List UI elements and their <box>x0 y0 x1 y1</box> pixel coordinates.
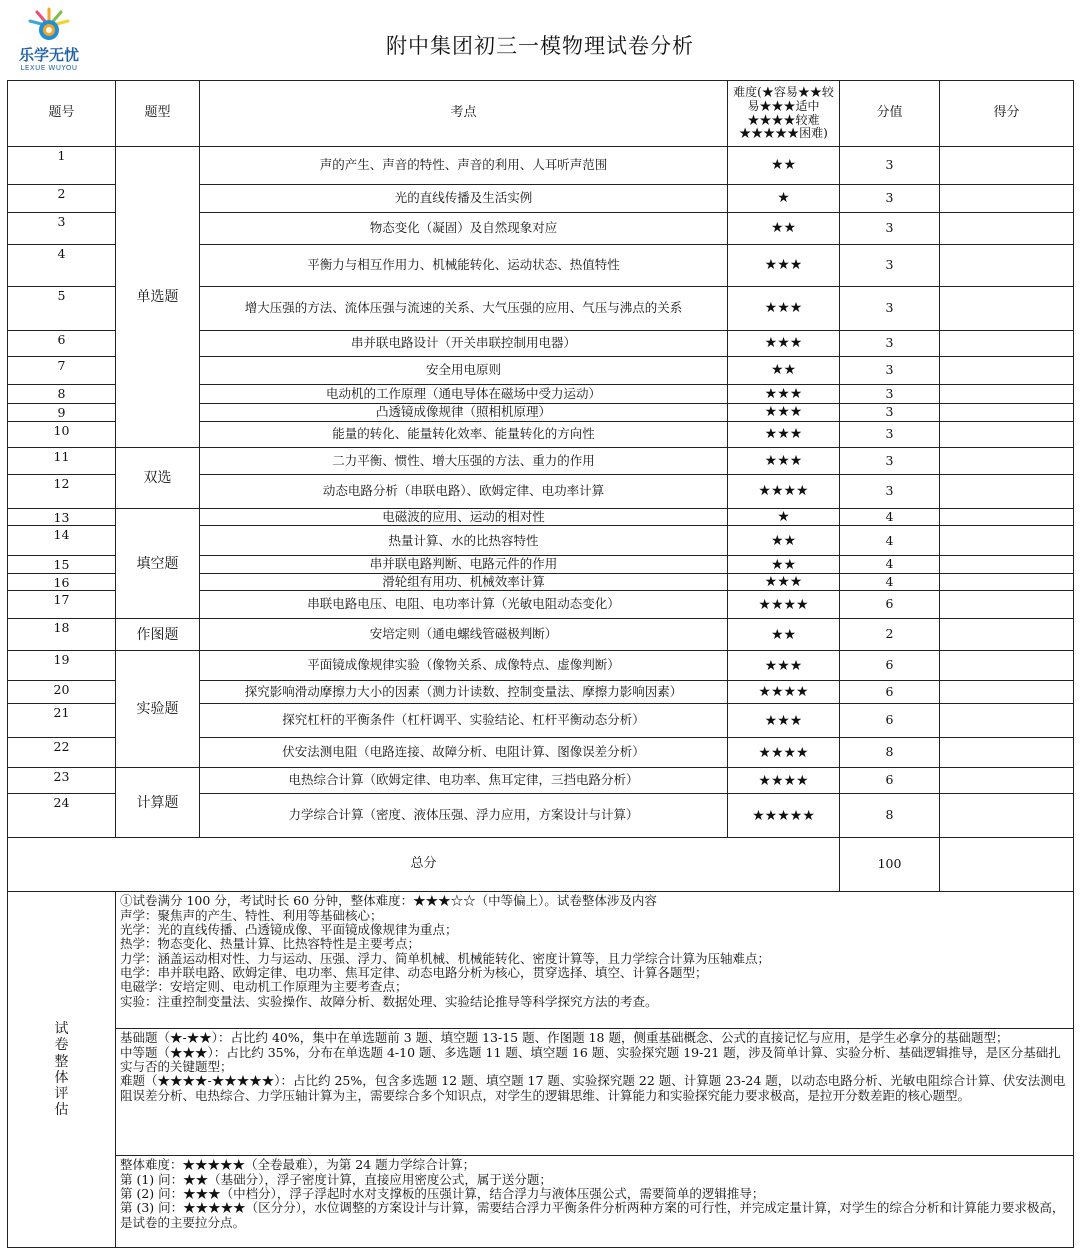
difficulty-stars: ★★★ <box>728 385 840 404</box>
question-number: 6 <box>8 331 116 357</box>
earned-score <box>940 185 1074 213</box>
question-number: 11 <box>8 448 116 475</box>
table-row <box>8 448 1074 475</box>
table-row <box>8 509 1074 526</box>
question-number: 1 <box>8 147 116 185</box>
evaluation-row <box>8 892 1074 1029</box>
question-number: 5 <box>8 287 116 331</box>
earned-score <box>940 738 1074 768</box>
question-number: 8 <box>8 385 116 404</box>
total-score: 100 <box>840 838 940 892</box>
score-value: 3 <box>840 147 940 185</box>
score-value: 8 <box>840 794 940 838</box>
knowledge-point: 安全用电原则 <box>200 357 728 385</box>
difficulty-stars: ★★★★ <box>728 591 840 619</box>
question-number: 15 <box>8 556 116 573</box>
earned-score <box>940 768 1074 794</box>
earned-score <box>940 556 1074 573</box>
question-number: 16 <box>8 573 116 590</box>
difficulty-stars: ★ <box>728 185 840 213</box>
question-number: 13 <box>8 509 116 526</box>
difficulty-stars: ★ <box>728 509 840 526</box>
question-number: 18 <box>8 619 116 651</box>
header-difficulty: 难度(★容易★★较易★★★适中★★★★较难★★★★★困难) <box>728 81 840 147</box>
header-row <box>8 81 1074 147</box>
knowledge-point: 声的产生、声音的特性、声音的利用、人耳听声范围 <box>200 147 728 185</box>
earned-score <box>940 475 1074 509</box>
question-number: 9 <box>8 404 116 422</box>
header-point: 考点 <box>200 81 728 147</box>
difficulty-stars: ★★ <box>728 147 840 185</box>
knowledge-point: 力学综合计算（密度、液体压强、浮力应用，方案设计与计算） <box>200 794 728 838</box>
question-type: 双选 <box>116 448 200 509</box>
difficulty-stars: ★★★★ <box>728 768 840 794</box>
total-label: 总分 <box>8 838 840 892</box>
difficulty-stars: ★★★ <box>728 704 840 738</box>
score-value: 4 <box>840 573 940 590</box>
earned-score <box>940 385 1074 404</box>
score-value: 6 <box>840 651 940 681</box>
question-type: 计算题 <box>116 768 200 838</box>
score-value: 3 <box>840 245 940 287</box>
table-row <box>8 619 1074 651</box>
question-number: 10 <box>8 422 116 448</box>
exam-analysis-table <box>7 80 1074 1248</box>
question-number: 12 <box>8 475 116 509</box>
earned-score <box>940 422 1074 448</box>
score-value: 3 <box>840 213 940 245</box>
question-number: 23 <box>8 768 116 794</box>
evaluation-row <box>8 1029 1074 1156</box>
knowledge-point: 探究杠杆的平衡条件（杠杆调平、实验结论、杠杆平衡动态分析） <box>200 704 728 738</box>
knowledge-point: 电动机的工作原理（通电导体在磁场中受力运动） <box>200 385 728 404</box>
difficulty-stars: ★★★ <box>728 651 840 681</box>
knowledge-point: 电热综合计算（欧姆定律、电功率、焦耳定律，三挡电路分析） <box>200 768 728 794</box>
score-value: 3 <box>840 287 940 331</box>
score-value: 3 <box>840 385 940 404</box>
earned-score <box>940 287 1074 331</box>
knowledge-point: 串联电路电压、电阻、电功率计算（光敏电阻动态变化） <box>200 591 728 619</box>
score-value: 3 <box>840 422 940 448</box>
earned-score <box>940 357 1074 385</box>
difficulty-stars: ★★★ <box>728 331 840 357</box>
table-row <box>8 651 1074 681</box>
evaluation-text <box>116 1156 1074 1248</box>
question-type: 填空题 <box>116 509 200 619</box>
difficulty-stars: ★★ <box>728 357 840 385</box>
question-type: 作图题 <box>116 619 200 651</box>
knowledge-point: 平衡力与相互作用力、机械能转化、运动状态、热值特性 <box>200 245 728 287</box>
difficulty-stars: ★★★ <box>728 245 840 287</box>
earned-score <box>940 794 1074 838</box>
difficulty-stars: ★★ <box>728 526 840 556</box>
score-value: 4 <box>840 509 940 526</box>
question-number: 4 <box>8 245 116 287</box>
question-number: 24 <box>8 794 116 838</box>
knowledge-point: 光的直线传播及生活实例 <box>200 185 728 213</box>
evaluation-label: 试 卷 整 体 评 估 <box>8 892 116 1248</box>
earned-score <box>940 704 1074 738</box>
score-value: 3 <box>840 331 940 357</box>
evaluation-text <box>116 1029 1074 1156</box>
earned-score <box>940 681 1074 704</box>
question-number: 22 <box>8 738 116 768</box>
score-value: 3 <box>840 475 940 509</box>
knowledge-point: 热量计算、水的比热容特性 <box>200 526 728 556</box>
question-number: 21 <box>8 704 116 738</box>
question-number: 17 <box>8 591 116 619</box>
earned-score <box>940 526 1074 556</box>
evaluation-line: 声学：聚焦声的产生、特性、利用等基础核心； <box>120 907 383 923</box>
knowledge-point: 增大压强的方法、流体压强与流速的关系、大气压强的应用、气压与沸点的关系 <box>200 287 728 331</box>
question-number: 14 <box>8 526 116 556</box>
difficulty-stars: ★★★ <box>728 573 840 590</box>
evaluation-line: 力学：涵盖运动相对性、力与运动、压强、浮力、简单机械、机械能转化、密度计算等，且力学综合计算为压轴难点； <box>120 950 771 966</box>
knowledge-point: 串并联电路判断、电路元件的作用 <box>200 556 728 573</box>
evaluation-line: 电磁学：安培定则、电动机工作原理为主要考查点； <box>120 979 408 995</box>
earned-score <box>940 331 1074 357</box>
question-number: 20 <box>8 681 116 704</box>
knowledge-point: 滑轮组有用功、机械效率计算 <box>200 573 728 590</box>
score-value: 3 <box>840 448 940 475</box>
difficulty-stars: ★★★ <box>728 448 840 475</box>
score-value: 6 <box>840 681 940 704</box>
score-value: 6 <box>840 704 940 738</box>
evaluation-line: 实验：注重控制变量法、实验操作、故障分析、数据处理、实验结论推导等科学探究方法的考查。 <box>120 993 658 1009</box>
score-value: 4 <box>840 556 940 573</box>
evaluation-line: 难题（★★★★-★★★★★）：占比约 25%，包含多选题 12 题、填空题 17 题、实验探究题 22 题、计算题 23-24 题，以动态电路分析、光敏电阻综合计算、伏安法测电阻误差分析、电热综合、力学压轴计算为主，需要综合多个知识点，对学生的逻辑思维、计算能力和实验探究能力要求极高，是拉开分数差距的核心题型。 <box>120 1073 1066 1103</box>
page-title: 附中集团初三一模物理试卷分析 <box>386 34 694 58</box>
question-type: 单选题 <box>116 147 200 448</box>
knowledge-point: 能量的转化、能量转化效率、能量转化的方向性 <box>200 422 728 448</box>
score-value: 8 <box>840 738 940 768</box>
earned-score <box>940 213 1074 245</box>
earned-score <box>940 573 1074 590</box>
earned-score <box>940 509 1074 526</box>
evaluation-row <box>8 1156 1074 1248</box>
header-got: 得分 <box>940 81 1074 147</box>
earned-score <box>940 619 1074 651</box>
knowledge-point: 安培定则（通电螺线管磁极判断） <box>200 619 728 651</box>
earned-score <box>940 147 1074 185</box>
logo-subtext: LEXUE WUYOU <box>20 64 78 72</box>
table-row <box>8 147 1074 185</box>
score-value: 3 <box>840 185 940 213</box>
question-number: 3 <box>8 213 116 245</box>
knowledge-point: 伏安法测电阻（电路连接、故障分析、电阻计算、图像误差分析） <box>200 738 728 768</box>
evaluation-line: 热学：物态变化、热量计算、比热容特性是主要考点； <box>120 936 421 952</box>
score-value: 4 <box>840 526 940 556</box>
earned-score <box>940 404 1074 422</box>
knowledge-point: 物态变化（凝固）及自然现象对应 <box>200 213 728 245</box>
difficulty-stars: ★★★★ <box>728 475 840 509</box>
evaluation-line: 第 (1) 问：★★（基础分），浮子密度计算，直接应用密度公式，属于送分题； <box>120 1171 552 1187</box>
evaluation-line: ①试卷满分 100 分，考试时长 60 分钟，整体难度：★★★☆☆（中等偏上）。试卷整体涉及内容 <box>120 893 657 909</box>
earned-score <box>940 591 1074 619</box>
score-value: 3 <box>840 404 940 422</box>
evaluation-line: 光学：光的直线传播、凸透镜成像、平面镜成像规律为重点； <box>120 921 458 937</box>
question-type: 实验题 <box>116 651 200 768</box>
evaluation-text <box>116 892 1074 1029</box>
evaluation-line: 整体难度：★★★★★（全卷最难），为第 24 题力学综合计算； <box>120 1157 476 1173</box>
knowledge-point: 探究影响滑动摩擦力大小的因素（测力计读数、控制变量法、摩擦力影响因素） <box>200 681 728 704</box>
earned-score <box>940 448 1074 475</box>
difficulty-stars: ★★ <box>728 619 840 651</box>
question-number: 19 <box>8 651 116 681</box>
evaluation-line: 中等题（★★★）：占比约 35%，分布在单选题 4-10 题、多选题 11 题、填空题 16 题、实验探究题 19-21 题，涉及简单计算、实验分析、基础逻辑推导，是区分基础扎实与否的关键题型； <box>120 1044 1061 1074</box>
header-type: 题型 <box>116 81 200 147</box>
difficulty-stars: ★★★★★ <box>728 794 840 838</box>
difficulty-stars: ★★ <box>728 556 840 573</box>
evaluation-line: 基础题（★-★★）：占比约 40%，集中在单选题前 3 题、填空题 13-15 题、作图题 18 题，侧重基础概念、公式的直接记忆与应用，是学生必拿分的基础题型； <box>120 1030 1009 1046</box>
question-number: 7 <box>8 357 116 385</box>
score-value: 2 <box>840 619 940 651</box>
knowledge-point: 动态电路分析（串联电路）、欧姆定律、电功率计算 <box>200 475 728 509</box>
total-row <box>8 838 1074 892</box>
evaluation-line: 第 (3) 问：★★★★★（区分分），水位调整的方案设计与计算，需要结合浮力平衡条件分析两种方案的可行性，并完成定量计算，对学生的综合分析和计算能力要求极高，是试卷的主要拉分点。 <box>120 1200 1065 1230</box>
earned-score <box>940 245 1074 287</box>
difficulty-stars: ★★★ <box>728 404 840 422</box>
score-value: 6 <box>840 768 940 794</box>
logo-text: 乐学无忧 <box>18 46 79 64</box>
table-row <box>8 768 1074 794</box>
knowledge-point: 串并联电路设计（开关串联控制用电器） <box>200 331 728 357</box>
difficulty-stars: ★★★★ <box>728 681 840 704</box>
header-no: 题号 <box>8 81 116 147</box>
knowledge-point: 凸透镜成像规律（照相机原理） <box>200 404 728 422</box>
score-value: 6 <box>840 591 940 619</box>
difficulty-stars: ★★ <box>728 213 840 245</box>
score-value: 3 <box>840 357 940 385</box>
knowledge-point: 平面镜成像规律实验（像物关系、成像特点、虚像判断） <box>200 651 728 681</box>
total-earned <box>940 838 1074 892</box>
question-number: 2 <box>8 185 116 213</box>
knowledge-point: 二力平衡、惯性、增大压强的方法、重力的作用 <box>200 448 728 475</box>
difficulty-stars: ★★★ <box>728 287 840 331</box>
evaluation-line: 电学：串并联电路、欧姆定律、电功率、焦耳定律、动态电路分析为核心，贯穿选择、填空、计算各题型； <box>120 965 708 980</box>
header-score: 分值 <box>840 81 940 147</box>
evaluation-line: 第 (2) 问：★★★（中档分），浮子浮起时水对支撑板的压强计算，结合浮力与液体压强公式，需要简单的逻辑推导； <box>120 1185 765 1201</box>
earned-score <box>940 651 1074 681</box>
knowledge-point: 电磁波的应用、运动的相对性 <box>200 509 728 526</box>
difficulty-stars: ★★★★ <box>728 738 840 768</box>
difficulty-stars: ★★★ <box>728 422 840 448</box>
